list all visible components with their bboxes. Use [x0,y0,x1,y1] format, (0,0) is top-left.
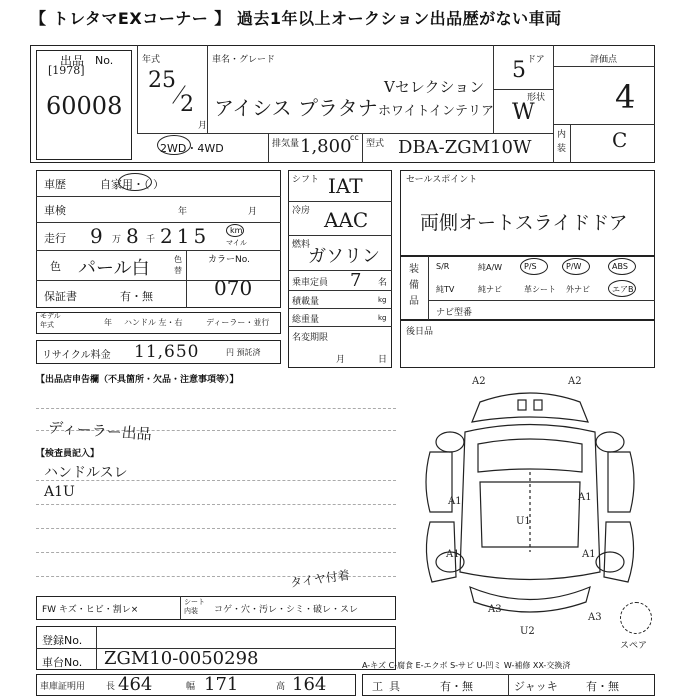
interior-label: 内 装 [557,130,567,154]
displacement-value: 1,800 [300,136,352,157]
lot-label: 出品 [60,54,85,68]
damage-mark: A1 [446,549,460,560]
damage-legend: A-キズ C-腐食 E-エクボ S-サビ U-凹ミ W-補修 XX-交換済 [362,661,571,670]
damage-mark: U1 [516,516,531,527]
warranty-value: 有・無 [120,290,153,303]
header-title: 【 トレタマEXコーナー 】 過去1年以上オークション出品歴がない車両 [30,9,562,28]
lot-sub: [1978] [48,64,85,77]
shape-value: W [512,100,535,125]
drive-options: 2WD・4WD [160,142,224,155]
equipment-item: S/R [436,262,450,271]
defects-note: タイヤ付着 [289,567,351,591]
grade-line2: ホワイトインテリア [378,104,494,119]
lot-number: 60008 [46,92,123,120]
recycle-unit: 円 預託済 [226,348,261,357]
damage-mark: U2 [520,626,535,637]
color-label: 色 [50,260,61,273]
year-value: 25 [148,68,176,93]
year-label: 年式 [142,55,161,65]
color-value: パール白 [78,258,150,279]
car-damage-diagram [410,372,650,637]
chassis-value: ZGM10-0050298 [104,648,259,669]
displacement-label: 排気量 [272,139,300,149]
damage-mark: A3 [588,612,602,623]
inspector-title: 【検査員記入】 [36,449,100,459]
recycle-amount: 11,650 [134,342,200,362]
equipment-item: エアB [612,285,634,294]
model-label: 型式 [366,139,385,149]
model-value: DBA-ZGM10W [398,137,532,158]
door-value: 5 [512,58,526,83]
capacity-value: 7 [350,270,362,291]
later-box [400,320,655,368]
color-no-label: カラーNo. [208,255,250,265]
mileage-label: 走行 [44,232,66,245]
height-value: 164 [292,674,327,695]
recycle-label: リサイクル料金 [42,350,111,361]
notes-title: 【出品店申告欄（不具箇所・欠品・注意事項等）】 [36,375,239,385]
equipment-circle [608,280,636,297]
score-label: 評価点 [590,55,618,65]
lot-no-label: No. [95,54,114,67]
damage-mark: A3 [488,604,502,615]
inspector-note-1: ハンドルスレ [44,465,128,481]
interior-value: C [612,128,628,152]
length-value: 464 [118,674,153,695]
damage-mark: A1 [582,549,596,560]
equipment-item: 革シート [524,285,556,294]
width-value: 171 [204,674,239,695]
mileage-3: 215 [160,224,211,248]
spare-tire-circle [620,602,652,634]
equipment-circle [608,258,636,275]
warranty-label: 保証書 [44,290,77,303]
shift-value: IAT [328,174,363,198]
damage-mark: A1 [448,496,462,507]
month-unit: 月 [198,121,208,131]
color-no: 070 [214,276,253,300]
displacement-unit: cc [350,133,359,142]
drive-circle [157,135,191,155]
equipment-item: 純ナビ [478,285,502,294]
mileage-1: 9 [90,224,103,248]
sales-text: 両側オートスライドドア [420,212,628,234]
name-label: 車名・グレード [212,55,276,65]
equipment-item: P/W [566,262,582,271]
damage-mark: A2 [568,376,582,387]
history-label: 車歴 [44,178,66,191]
damage-mark: A2 [472,376,486,387]
mileage-2: 8 [126,224,139,248]
car-name: アイシス プラタナ [214,96,378,120]
equipment-circle [562,258,590,275]
equipment-item: 純A/W [478,263,503,272]
inspector-note-2: A1U [44,484,75,500]
equipment-item: P/S [524,262,537,271]
equipment-item: 純TV [436,285,455,294]
ac-value: AAC [324,208,369,232]
inspection-label: 車検 [44,204,66,217]
door-label: ドア [527,55,545,65]
damage-mark: A1 [578,492,592,503]
equipment-circle [520,258,548,275]
history-value: 自家用・（ ） [100,178,164,191]
month-value: 2 [180,92,194,117]
dealer-note: ディーラー出品 [47,418,153,444]
score-value: 4 [615,78,636,116]
spare-label: スペア [620,641,648,651]
shape-label: 形状 [527,93,546,103]
fuel-value: ガソリン [308,246,380,267]
equipment-item: ABS [612,262,628,271]
equipment-item: 外ナビ [566,285,590,294]
grade-line1: Vセレクション [384,78,485,96]
